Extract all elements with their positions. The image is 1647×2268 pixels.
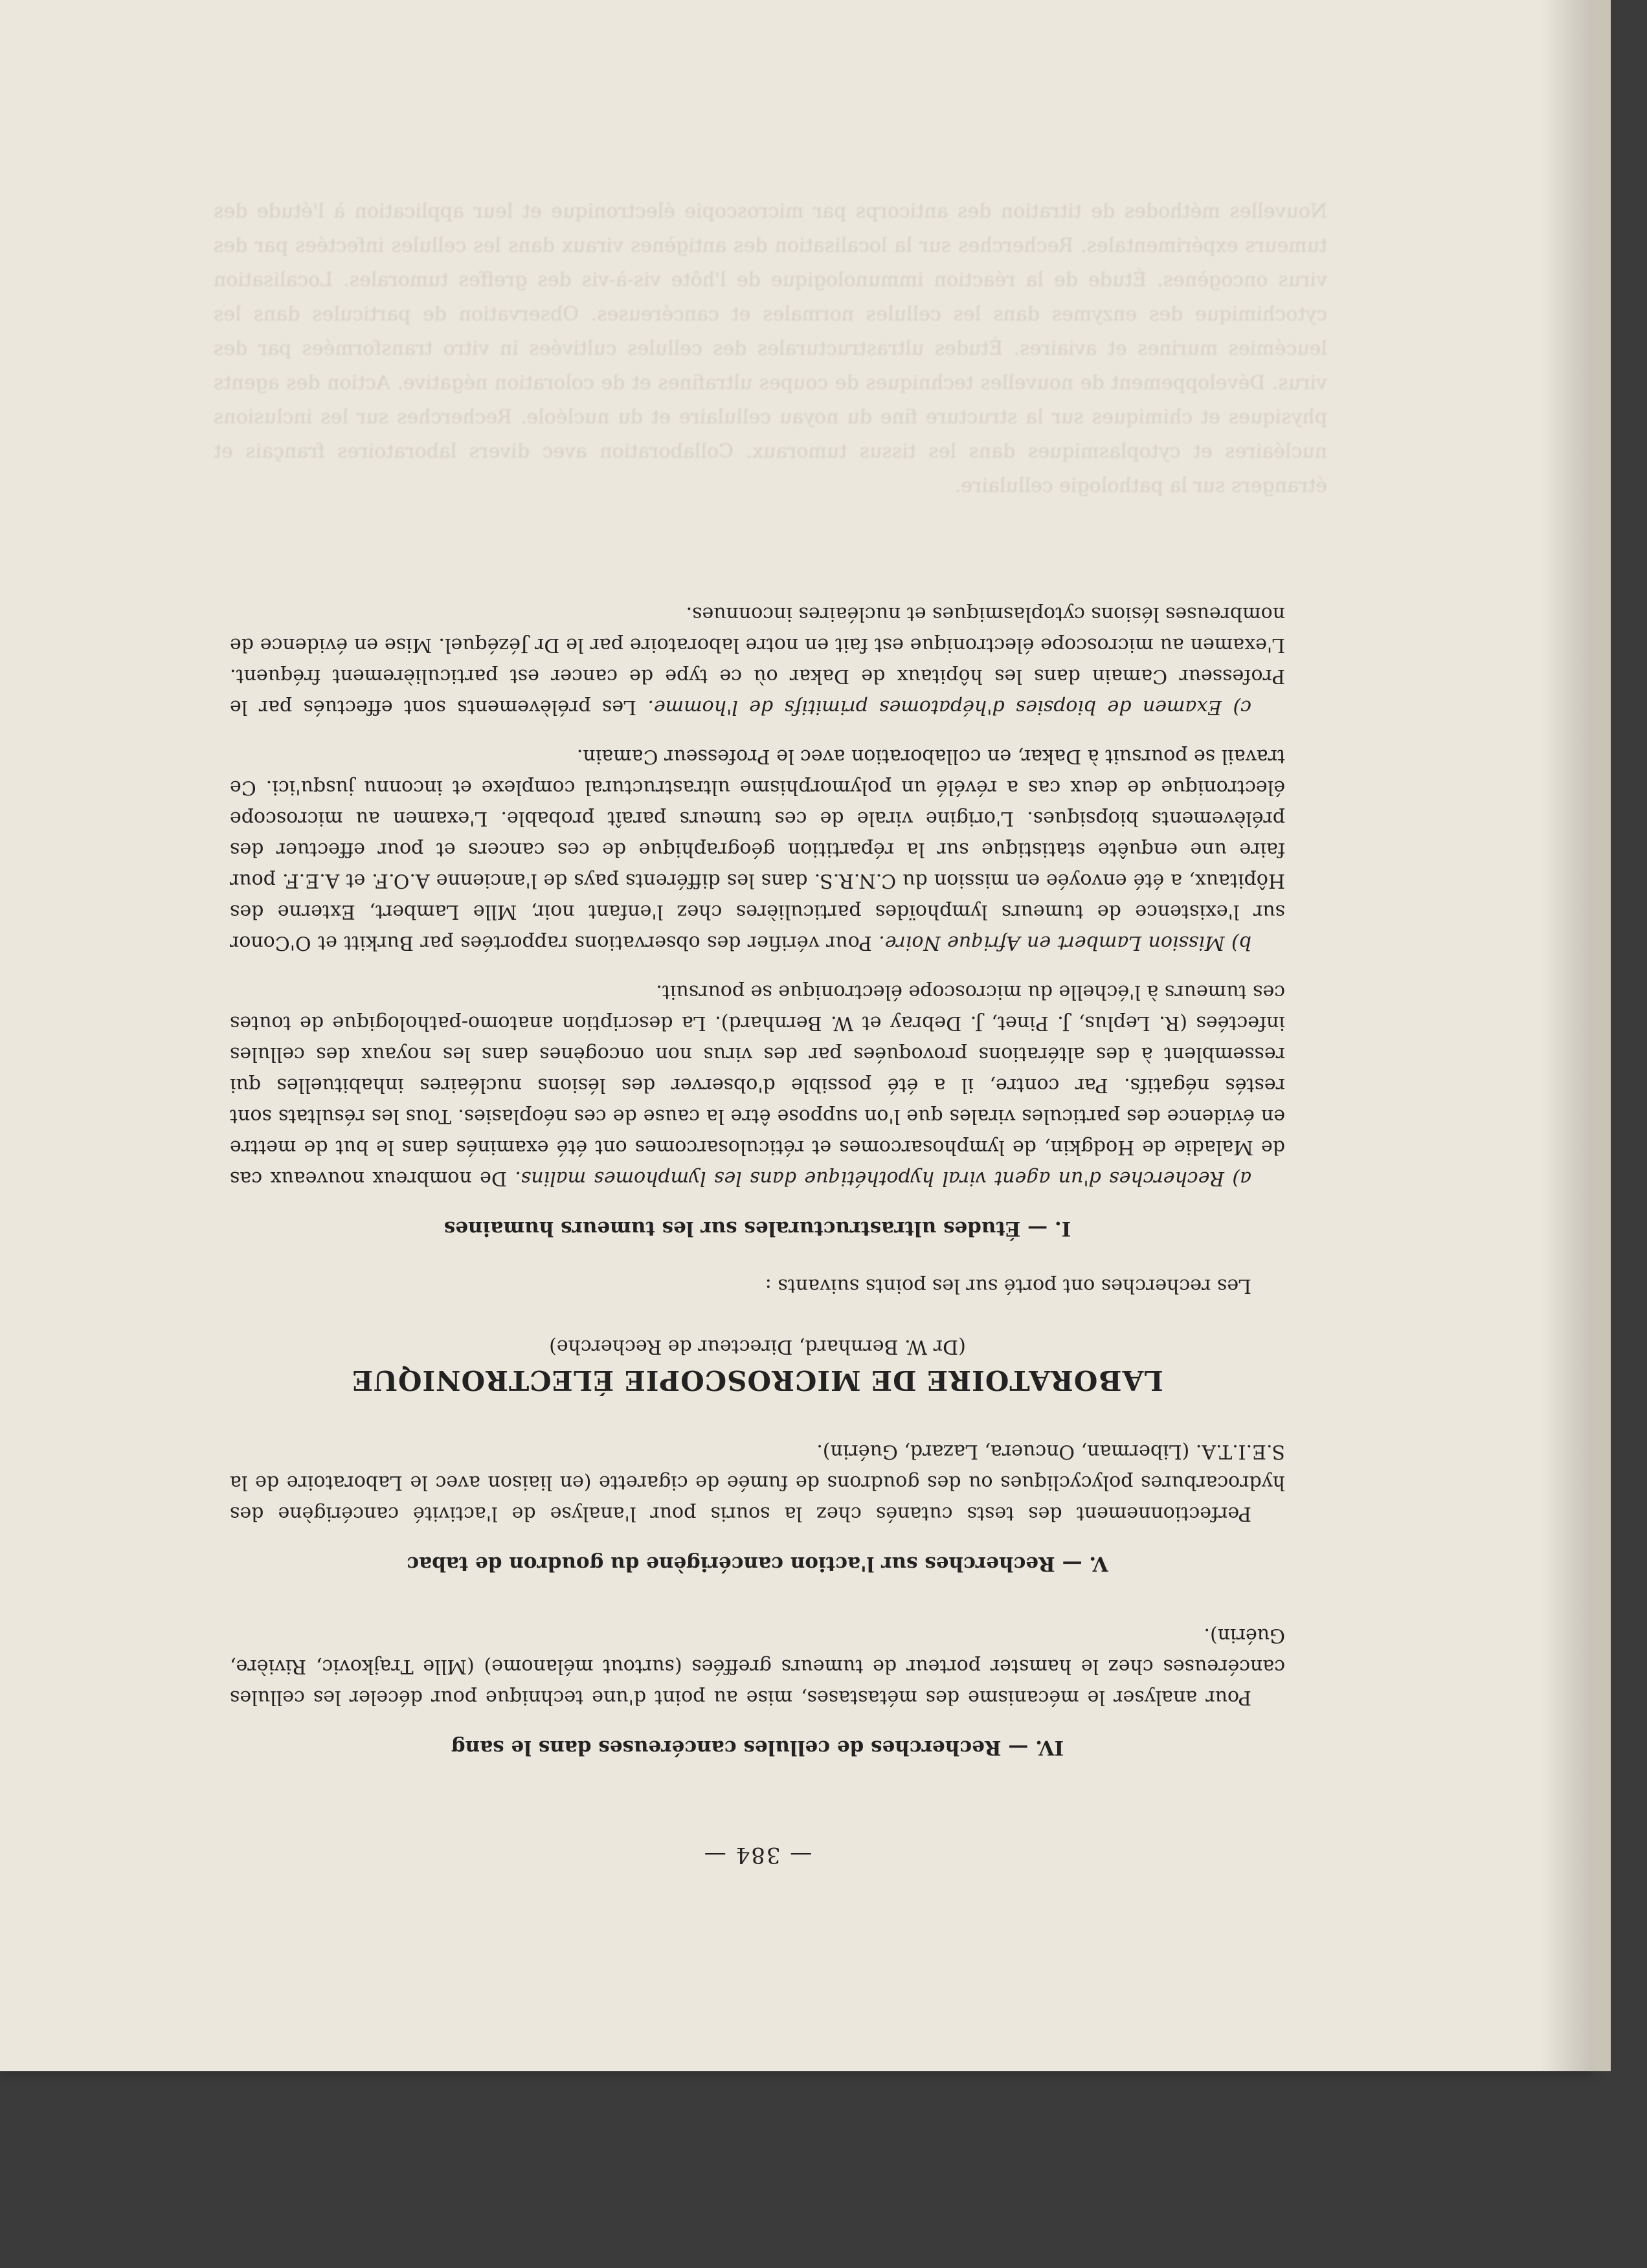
section-iv-paragraph: Pour analyser le mécanisme des métastases, mise au point d'une technique pour déceler les cellules cancéreuses chez le hamster porteur de tumeurs greffées (surtout mélanome) (Mlle Trajkovic, Rivière, Guérin). (230, 1624, 1285, 1709)
laboratory-section-title-i: I. — Études ultrastructurales sur les tumeurs humaines (443, 1217, 1071, 1240)
laboratory-title: LABORATOIRE DE MICROSCOPIE ÉLECTRONIQUE (352, 1364, 1163, 1396)
section-title-v: V. — Recherches sur l'action cancérigène du goudron de tabac (407, 1552, 1108, 1575)
subsection-a (230, 976, 1285, 1194)
binding-shadow (1541, 0, 1593, 2071)
page-number: — 384 — (702, 1842, 812, 1868)
section-title-iv: IV. — Recherches de cellules cancéreuses dans le sang (451, 1736, 1064, 1759)
page-content (230, 175, 1285, 1871)
subsection-b (230, 740, 1285, 958)
subsection-a-text: De nombreux nouveaux cas de Maladie de Hodgkin, de lymphosarcomes et réticulosarcomes ont été examinés dans le but de mettre en évidence des particules virales que l'on suppose être la cause de ces néoplasies. Tous les résultats sont restés négatifs. Par contre, il a été possible d'observer des lésions nucléaires inhabituelles qui ressemblent à des altérations provoquées par des virus non oncogènes dans les noyaux des cellules infectées (R. Leplus, J. Pinet, J. Debray et W. Bernhard). La description anatomo-pathologique de toutes ces tumeurs à l'échelle du microscope électronique se poursuit. (229, 981, 1285, 1190)
subsection-b-lead: b) Mission Lambert en Afrique Noire. (879, 931, 1251, 954)
page-edge-strip (1593, 0, 1611, 2071)
section-v-paragraph: Perfectionnement des tests cutanés chez la souris pour l'analyse de l'activité cancérigène des hydrocarbures polycycliques ou des goudrons de fumée de cigarette (en liaison avec le Laboratoire de la S.E.I.T.A. (Liberman, Oncuera, Lazard, Guérin). (230, 1440, 1285, 1525)
subsection-c (230, 598, 1285, 722)
laboratory-intro: Les recherches ont porté sur les points suivants : (765, 1274, 1251, 1297)
subsection-c-lead: c) Examen de biopsies d'hépatomes primitifs de l'homme. (647, 696, 1251, 718)
show-through-text: Nouvelles méthodes de titration des anticorps par microscopie électronique et leur application à l'étude des tumeurs expérimentales. Recherches sur la localisation des antigènes viraux dans les cellules infectées par des virus oncogènes. Étude de la réaction immunologique de l'hôte vis-à-vis des greffes tumorales. Localisation cytochimique des enzymes dans les cellules normales et cancéreuses. Observation de particules dans les leucémies murines et aviaires. Études ultrastructurales des cellules cultivées in vitro transformées par des virus. Développement de nouvelles techniques de coupes ultrafines et de coloration négative. Action des agents physiques et chimiques sur la structure fine du noyau cellulaire et du nucléole. Recherches sur les inclusions nucléaires et cytoplasmiques dans les tissus tumoraux. Collaboration avec divers laboratoires français et étrangers sur la pathologie cellulaire. (214, 200, 1327, 497)
subsection-c-text: Les prélèvements sont effectués par le Professeur Camain dans les hôpitaux de Dakar où ce type de cancer est particulièrement fréquent. L'examen au microscope électronique est fait en notre laboratoire par le Dr Jézéquel. Mise en évidence de nombreuses lésions cytoplasmiques et nucléaires inconnues. (229, 603, 1285, 718)
subsection-b-text: Pour vérifier des observations rapportées par Burkitt et O'Conor sur l'existence de tumeurs lymphoïdes particulières chez l'enfant noir, Mlle Lambert, Externe des Hôpitaux, a été envoyée en mission du C.N.R.S. dans les différents pays de l'ancienne A.O.F. et A.E.F. pour faire une enquête statistique sur la répartition géographique de ces cancers et pour effectuer des prélèvements biopsiques. L'origine virale de ces tumeurs paraît probable. L'examen au microscope électronique de deux cas a révélé un polymorphisme ultrastructural complexe et inconnu jusqu'ici. Ce travail se poursuit à Dakar, en collaboration avec le Professeur Camain. (230, 745, 1285, 954)
subsection-a-lead: a) Recherches d'un agent viral hypothétique dans les lymphomes malins. (515, 1167, 1251, 1190)
laboratory-director: (Dr W. Bernhard, Directeur de Recherche) (549, 1335, 966, 1358)
